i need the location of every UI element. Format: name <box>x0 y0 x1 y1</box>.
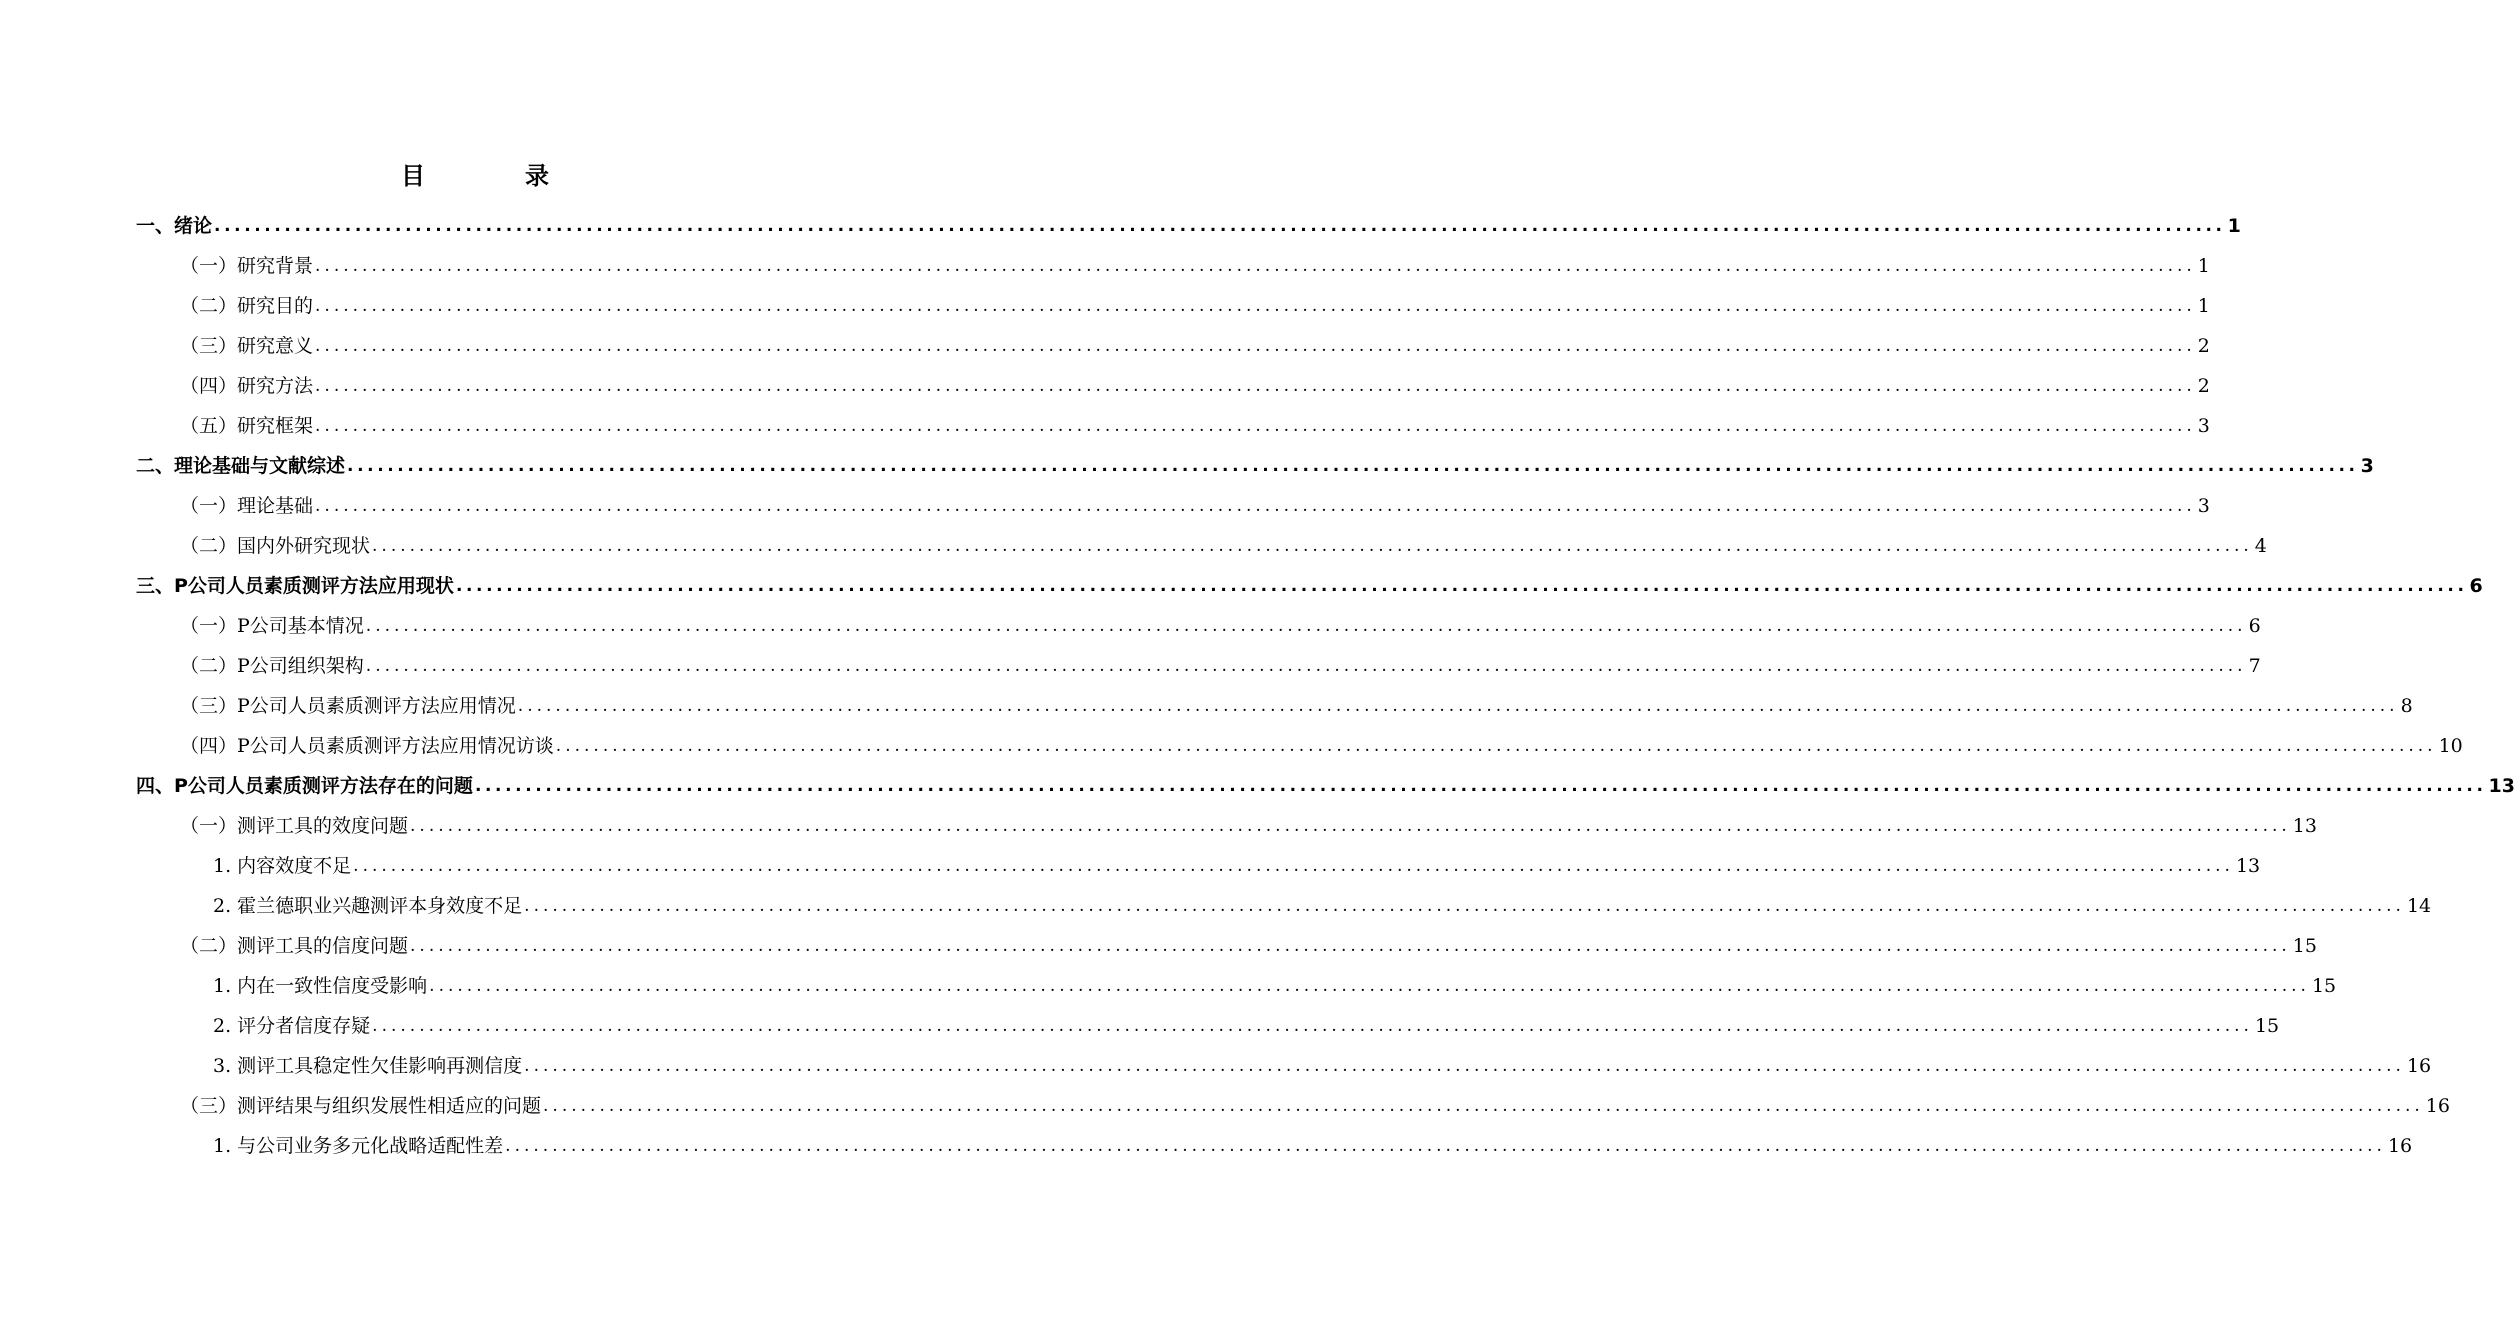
toc-dot-leader: ........................................................................................................................................................................................................ <box>410 816 2291 836</box>
toc-subsection-entry[interactable] <box>136 886 2432 926</box>
toc-entry-title: （三）测评结果与组织发展性相适应的问题 <box>180 1095 542 1117</box>
table-of-contents <box>136 206 2515 1166</box>
toc-section-entry[interactable] <box>136 366 2210 406</box>
toc-entry-title: 一、绪论 <box>136 215 213 237</box>
toc-entry-title: （一）研究背景 <box>180 255 314 277</box>
toc-dot-leader: ........................................................................................................................................................................................................ <box>429 976 2310 996</box>
toc-entry-title: 四、P公司人员素质测评方法存在的问题 <box>136 775 473 797</box>
toc-entry-title: （二）研究目的 <box>180 295 314 317</box>
toc-dot-leader: ........................................................................................................................................................................................................ <box>455 576 2468 596</box>
toc-entry-title: （五）研究框架 <box>180 415 314 437</box>
toc-entry-title: 二、理论基础与文献综述 <box>136 455 346 477</box>
toc-entry-title: （二）测评工具的信度问题 <box>180 935 409 957</box>
toc-page-number: 3 <box>2360 455 2374 477</box>
toc-dot-leader: ........................................................................................................................................................................................................ <box>347 456 2359 476</box>
toc-dot-leader: ........................................................................................................................................................................................................ <box>372 536 2253 556</box>
toc-dot-leader: ........................................................................................................................................................................................................ <box>353 856 2234 876</box>
toc-section-entry[interactable] <box>136 406 2210 446</box>
toc-entry-title: （四）P公司人员素质测评方法应用情况访谈 <box>180 735 554 757</box>
toc-page-number: 1 <box>2197 255 2210 277</box>
toc-dot-leader: ........................................................................................................................................................................................................ <box>214 216 2226 236</box>
toc-section-entry[interactable] <box>136 326 2210 366</box>
toc-page-number: 8 <box>2400 695 2413 717</box>
toc-dot-leader: ........................................................................................................................................................................................................ <box>505 1136 2386 1156</box>
toc-subsection-entry[interactable] <box>136 846 2261 886</box>
toc-page-number: 15 <box>2292 935 2317 957</box>
toc-dot-leader: ........................................................................................................................................................................................................ <box>315 416 2196 436</box>
toc-entry-title: 1. 内容效度不足 <box>213 855 352 877</box>
toc-section-entry[interactable] <box>136 646 2261 686</box>
toc-entry-title: 2. 评分者信度存疑 <box>213 1015 371 1037</box>
toc-dot-leader: ........................................................................................................................................................................................................ <box>474 776 2487 796</box>
toc-page-number: 15 <box>2311 975 2337 997</box>
toc-chapter-entry[interactable] <box>136 766 2515 806</box>
toc-subsection-entry[interactable] <box>136 1046 2432 1086</box>
toc-section-entry[interactable] <box>136 606 2261 646</box>
toc-dot-leader: ........................................................................................................................................................................................................ <box>517 696 2399 716</box>
toc-page-number: 3 <box>2197 495 2210 517</box>
toc-entry-title: 三、P公司人员素质测评方法应用现状 <box>136 575 454 597</box>
toc-page-number: 2 <box>2197 335 2210 357</box>
toc-entry-title: （二）P公司组织架构 <box>180 655 364 677</box>
toc-chapter-entry[interactable] <box>136 206 2241 246</box>
toc-section-entry[interactable] <box>136 726 2463 766</box>
toc-dot-leader: ........................................................................................................................................................................................................ <box>524 1056 2405 1076</box>
toc-section-entry[interactable] <box>136 526 2267 566</box>
toc-page-number: 2 <box>2197 375 2210 397</box>
toc-page-number: 6 <box>2469 575 2483 597</box>
toc-entry-title: 1. 与公司业务多元化战略适配性差 <box>213 1135 504 1157</box>
toc-entry-title: （三）P公司人员素质测评方法应用情况 <box>180 695 516 717</box>
toc-dot-leader: ........................................................................................................................................................................................................ <box>372 1016 2253 1036</box>
toc-section-entry[interactable] <box>136 686 2413 726</box>
toc-dot-leader: ........................................................................................................................................................................................................ <box>315 496 2196 516</box>
toc-page-number: 13 <box>2235 855 2261 877</box>
toc-subsection-entry[interactable] <box>136 1126 2413 1166</box>
toc-chapter-entry[interactable] <box>136 566 2483 606</box>
toc-subsection-entry[interactable] <box>136 966 2337 1006</box>
toc-section-entry[interactable] <box>136 286 2210 326</box>
toc-entry-title: （三）研究意义 <box>180 335 314 357</box>
toc-dot-leader: ........................................................................................................................................................................................................ <box>315 336 2196 356</box>
toc-dot-leader: ........................................................................................................................................................................................................ <box>410 936 2291 956</box>
toc-entry-title: （一）测评工具的效度问题 <box>180 815 409 837</box>
toc-dot-leader: ........................................................................................................................................................................................................ <box>315 256 2196 276</box>
toc-section-entry[interactable] <box>136 1086 2450 1126</box>
toc-section-entry[interactable] <box>136 806 2317 846</box>
toc-dot-leader: ........................................................................................................................................................................................................ <box>315 376 2196 396</box>
toc-entry-title: （一）P公司基本情况 <box>180 615 364 637</box>
toc-dot-leader: ........................................................................................................................................................................................................ <box>524 896 2405 916</box>
toc-entry-title: 3. 测评工具稳定性欠佳影响再测信度 <box>213 1055 523 1077</box>
toc-page-number: 1 <box>2227 215 2241 237</box>
toc-entry-title: （一）理论基础 <box>180 495 314 517</box>
toc-section-entry[interactable] <box>136 486 2210 526</box>
toc-page-number: 6 <box>2248 615 2261 637</box>
toc-page-number: 15 <box>2254 1015 2280 1037</box>
toc-dot-leader: ........................................................................................................................................................................................................ <box>365 616 2247 636</box>
toc-page-number: 13 <box>2292 815 2317 837</box>
toc-entry-title: （四）研究方法 <box>180 375 314 397</box>
toc-page-number: 4 <box>2254 535 2267 557</box>
toc-page-number: 16 <box>2406 1055 2432 1077</box>
toc-dot-leader: ........................................................................................................................................................................................................ <box>555 736 2437 756</box>
toc-section-entry[interactable] <box>136 246 2210 286</box>
toc-page-number: 13 <box>2488 775 2515 797</box>
toc-page-number: 14 <box>2406 895 2432 917</box>
toc-page-number: 7 <box>2248 655 2261 677</box>
toc-dot-leader: ........................................................................................................................................................................................................ <box>365 656 2247 676</box>
toc-page-number: 16 <box>2425 1095 2450 1117</box>
toc-page-number: 10 <box>2438 735 2463 757</box>
toc-page-number: 1 <box>2197 295 2210 317</box>
page-title: 目录 <box>401 162 649 191</box>
toc-entry-title: 2. 霍兰德职业兴趣测评本身效度不足 <box>213 895 523 917</box>
toc-dot-leader: ........................................................................................................................................................................................................ <box>315 296 2196 316</box>
toc-page-number: 3 <box>2197 415 2210 437</box>
toc-chapter-entry[interactable] <box>136 446 2374 486</box>
toc-subsection-entry[interactable] <box>136 1006 2280 1046</box>
toc-page-number: 16 <box>2387 1135 2413 1157</box>
toc-entry-title: 1. 内在一致性信度受影响 <box>213 975 428 997</box>
toc-section-entry[interactable] <box>136 926 2317 966</box>
toc-dot-leader: ........................................................................................................................................................................................................ <box>543 1096 2424 1116</box>
toc-entry-title: （二）国内外研究现状 <box>180 535 371 557</box>
